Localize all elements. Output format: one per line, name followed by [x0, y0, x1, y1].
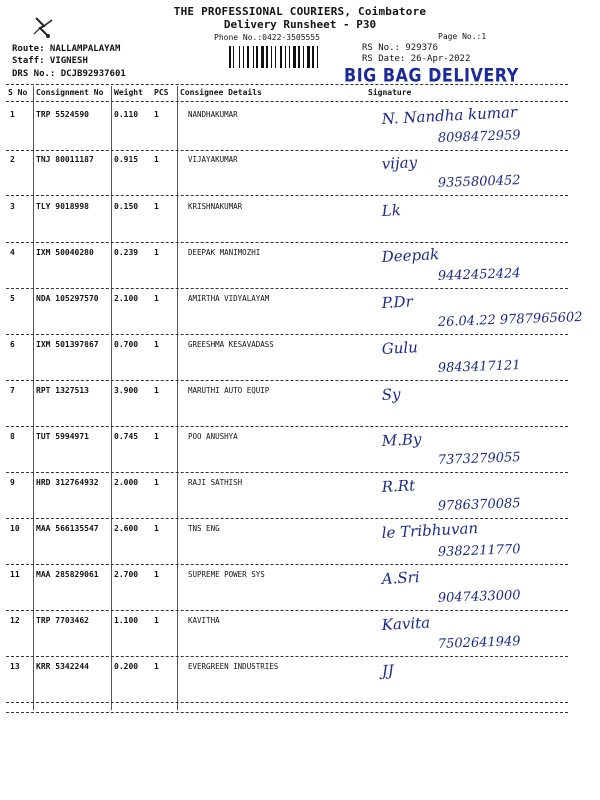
barcode-icon: [229, 46, 336, 68]
handwritten-signature: Lk: [381, 201, 402, 220]
weight-value: 0.915: [114, 155, 139, 164]
consignment-number: TUT 5994971: [36, 432, 89, 441]
signature-area: [368, 518, 588, 562]
consignment-number: HRD 312764932: [36, 478, 99, 487]
signature-area: [368, 472, 588, 516]
pcs-count: 1: [154, 110, 159, 119]
consignee-name: SUPREME POWER SYS: [188, 570, 265, 579]
signature-area: [368, 104, 588, 148]
company-title: THE PROFESSIONAL COURIERS, Coimbatore: [173, 5, 427, 18]
handwritten-signature: M.By: [381, 429, 422, 450]
staff-label: Staff: VIGNESH: [12, 56, 88, 66]
consignee-name: RAJI SATHISH: [188, 478, 243, 487]
handwritten-signature: P.Dr: [381, 292, 414, 312]
handwritten-signature: Kavita: [381, 613, 431, 634]
serial-number: 12: [10, 616, 20, 625]
weight-value: 3.900: [114, 386, 139, 395]
consignee-name: VIJAYAKUMAR: [188, 155, 238, 164]
serial-number: 10: [10, 524, 20, 533]
serial-number: 1: [10, 110, 15, 119]
serial-number: 3: [10, 202, 15, 211]
consignment-number: TRP 7703462: [36, 616, 89, 625]
consignment-number: NDA 105297570: [36, 294, 99, 303]
consignment-number: TNJ 80011187: [36, 155, 94, 164]
handwritten-signature: R.Rt: [381, 476, 416, 496]
header-top-rule: [6, 84, 568, 85]
serial-number: 8: [10, 432, 15, 441]
rs-date: RS Date: 26-Apr-2022: [362, 54, 471, 64]
consignee-name: KAVITHA: [188, 616, 220, 625]
pcs-count: 1: [154, 202, 159, 211]
route-label: Route: NALLAMPALAYAM: [12, 44, 121, 54]
signature-area: [368, 149, 588, 193]
weight-value: 1.100: [114, 616, 139, 625]
table-end-rule: [6, 712, 568, 713]
consignment-number: MAA 285829061: [36, 570, 99, 579]
consignment-number: RPT 1327513: [36, 386, 89, 395]
consignee-name: DEEPAK MANIMOZHI: [188, 248, 261, 257]
consignee-name: KRISHNAKUMAR: [188, 202, 243, 211]
serial-number: 5: [10, 294, 15, 303]
serial-number: 7: [10, 386, 15, 395]
pcs-count: 1: [154, 386, 159, 395]
pcs-count: 1: [154, 294, 159, 303]
handwritten-signature: vijay: [381, 153, 418, 173]
consignee-name: GREESHMA KESAVADASS: [188, 340, 274, 349]
signature-area: [368, 242, 588, 286]
signature-area: [368, 426, 588, 470]
consignee-name: MARUTHI AUTO EQUIP: [188, 386, 270, 395]
handwritten-phone: 7502641949: [437, 634, 521, 652]
handwritten-phone: 9843417121: [437, 358, 521, 376]
consignment-number: IXM 50040280: [36, 248, 94, 257]
weight-value: 2.100: [114, 294, 139, 303]
header-bottom-rule: [6, 101, 568, 102]
big-bag-delivery-stamp: BIG BAG DELIVERY: [344, 64, 519, 86]
signature-area: [368, 380, 588, 424]
handwritten-phone: 26.04.22 9787965602: [437, 309, 583, 330]
signature-area: [368, 564, 588, 608]
col-head-signature: Signature: [368, 88, 412, 97]
weight-value: 0.239: [114, 248, 139, 257]
handwritten-phone: 9442452424: [437, 266, 521, 284]
consignee-name: TNS ENG: [188, 524, 220, 533]
handwritten-signature: Deepak: [381, 245, 440, 266]
signature-area: [368, 288, 588, 332]
pcs-count: 1: [154, 570, 159, 579]
company-phone: Phone No.:0422-3505555: [214, 33, 320, 42]
handwritten-phone: 9786370085: [437, 496, 521, 514]
weight-value: 2.700: [114, 570, 139, 579]
consignment-number: IXM 501397867: [36, 340, 99, 349]
serial-number: 4: [10, 248, 15, 257]
serial-number: 11: [10, 570, 20, 579]
signature-area: [368, 656, 588, 700]
consignment-number: TLY 9018998: [36, 202, 89, 211]
serial-number: 13: [10, 662, 20, 671]
weight-value: 2.000: [114, 478, 139, 487]
col-head-consignee: Consignee Details: [180, 88, 262, 97]
consignment-number: MAA 566135547: [36, 524, 99, 533]
handwritten-signature: JJ: [381, 661, 395, 680]
handwritten-signature: A.Sri: [381, 568, 421, 588]
weight-value: 0.745: [114, 432, 139, 441]
pcs-count: 1: [154, 478, 159, 487]
col-head-sno: S No: [8, 88, 28, 97]
serial-number: 2: [10, 155, 15, 164]
handwritten-phone: 8098472959: [437, 128, 521, 146]
signature-area: [368, 196, 588, 240]
col-head-weight: Weight: [114, 88, 143, 97]
weight-value: 0.150: [114, 202, 139, 211]
pcs-count: 1: [154, 340, 159, 349]
handwritten-phone: 9382211770: [437, 542, 521, 560]
consignee-name: POO ANUSHYA: [188, 432, 238, 441]
pcs-count: 1: [154, 616, 159, 625]
weight-value: 0.200: [114, 662, 139, 671]
weight-value: 0.700: [114, 340, 139, 349]
signature-area: [368, 334, 588, 378]
pcs-count: 1: [154, 155, 159, 164]
pcs-count: 1: [154, 662, 159, 671]
pcs-count: 1: [154, 432, 159, 441]
serial-number: 9: [10, 478, 15, 487]
pcs-count: 1: [154, 524, 159, 533]
consignee-name: NANDHAKUMAR: [188, 110, 238, 119]
consignment-number: KRR 5342244: [36, 662, 89, 671]
handwritten-signature: Gulu: [381, 338, 419, 358]
handwritten-signature: N. Nandha kumar: [381, 102, 518, 128]
drs-number: DRS No.: DCJB92937601: [12, 69, 126, 79]
handwritten-signature: Sy: [381, 385, 401, 404]
row-divider: [6, 702, 568, 703]
consignee-name: AMIRTHA VIDYALAYAM: [188, 294, 270, 303]
col-head-consignment: Consignment No: [36, 88, 104, 97]
col-head-pcs: PCS: [154, 88, 169, 97]
rs-number: RS No.: 929376: [362, 43, 438, 53]
handwritten-phone: 9355800452: [437, 173, 521, 191]
page-number: Page No.:1: [438, 32, 487, 41]
signature-area: [368, 610, 588, 654]
handwritten-signature: le Tribhuvan: [381, 518, 479, 542]
consignment-number: TRP 5524590: [36, 110, 89, 119]
handwritten-phone: 7373279055: [437, 450, 521, 468]
handwritten-phone: 9047433000: [437, 588, 521, 606]
weight-value: 0.110: [114, 110, 139, 119]
serial-number: 6: [10, 340, 15, 349]
runsheet-title: Delivery Runsheet - P30: [223, 18, 377, 31]
pcs-count: 1: [154, 248, 159, 257]
weight-value: 2.600: [114, 524, 139, 533]
consignee-name: EVERGREEN INDUSTRIES: [188, 662, 279, 671]
